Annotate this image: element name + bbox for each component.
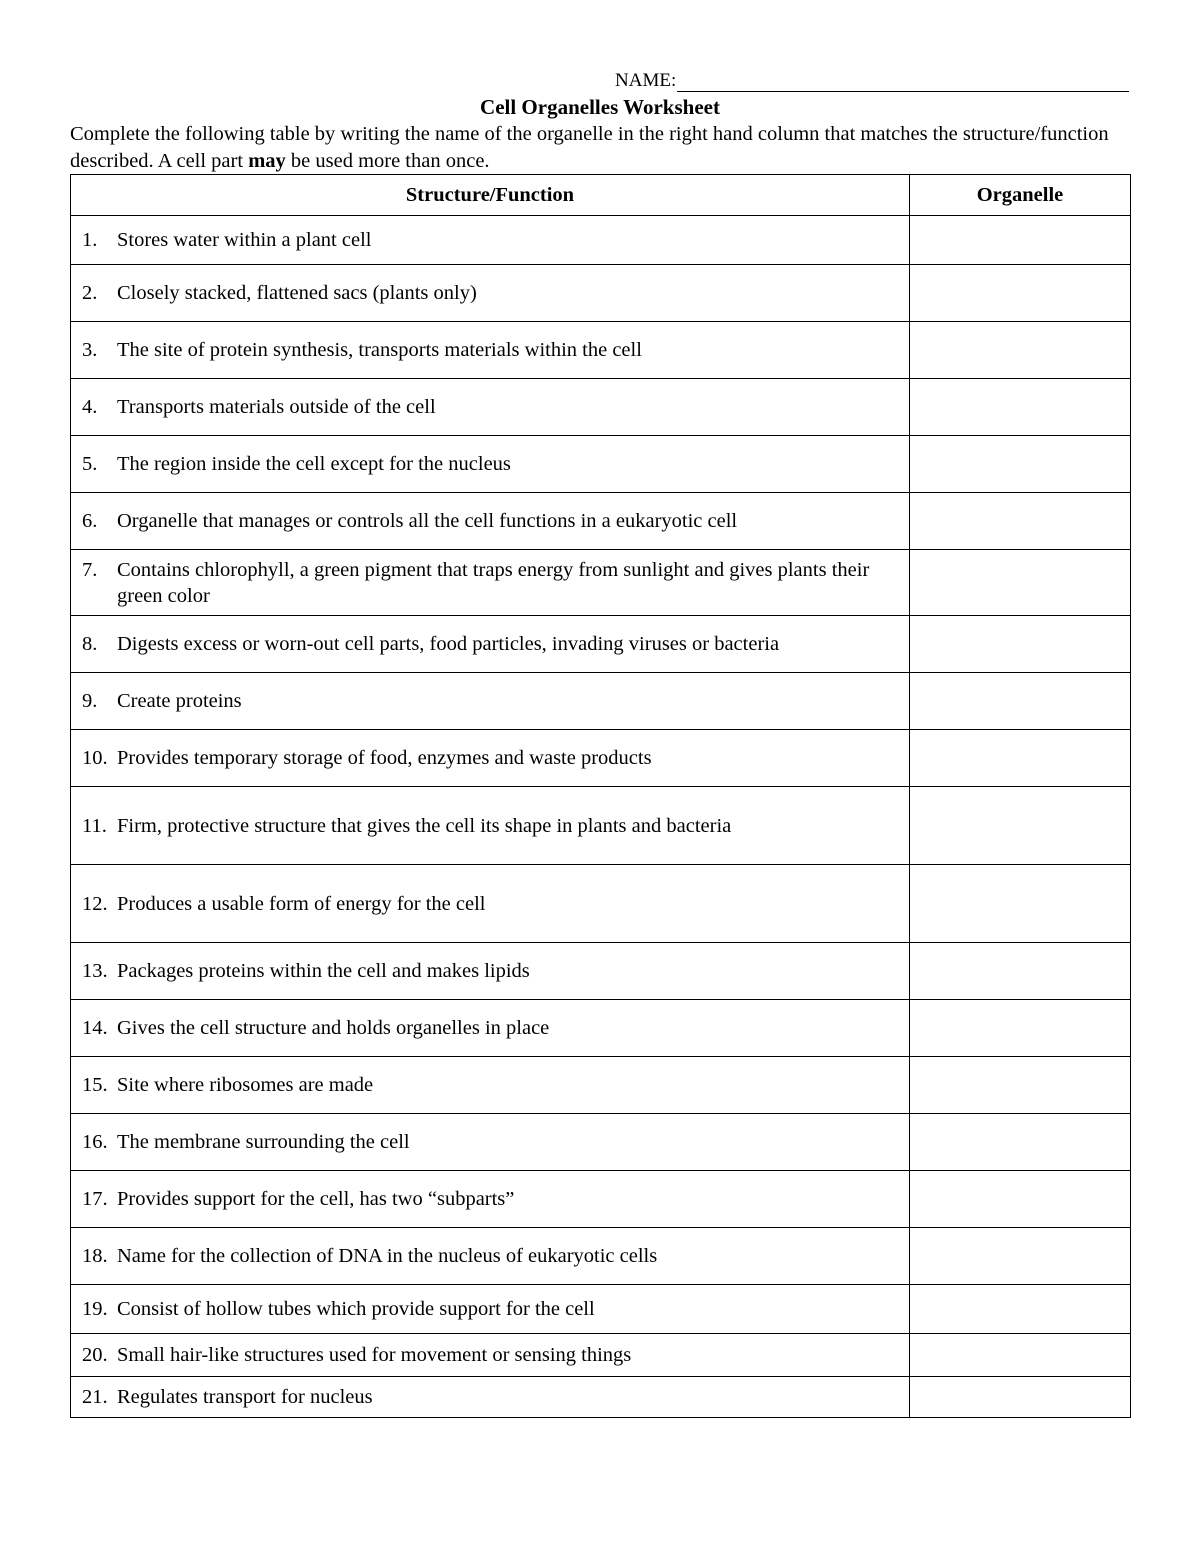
item-number: 16. [82, 1131, 108, 1153]
table-row [71, 1285, 1131, 1334]
list-item [82, 557, 899, 609]
table-row [71, 379, 1131, 436]
organelle-answer-cell[interactable] [910, 1377, 1131, 1418]
organelle-answer-cell[interactable] [910, 1285, 1131, 1334]
organelle-answer-cell[interactable] [910, 265, 1131, 322]
structure-function-cell [71, 1114, 910, 1171]
list-item [82, 280, 899, 306]
item-description: Provides support for the cell, has two “subparts” [117, 1188, 515, 1210]
organelle-answer-cell[interactable] [910, 436, 1131, 493]
table-row [71, 1000, 1131, 1057]
organelle-answer-cell[interactable] [910, 1057, 1131, 1114]
organelle-answer-cell[interactable] [910, 1334, 1131, 1377]
item-number: 1. [82, 229, 98, 251]
item-description: Produces a usable form of energy for the cell [117, 892, 486, 915]
table-row [71, 787, 1131, 865]
structure-function-cell [71, 730, 910, 787]
item-number: 9. [82, 690, 98, 712]
structure-function-cell [71, 265, 910, 322]
instructions-bold-may: may [248, 150, 286, 172]
list-item [82, 1072, 899, 1098]
structure-function-cell [71, 550, 910, 616]
structure-function-cell [71, 1334, 910, 1377]
list-item [82, 813, 899, 839]
item-number: 13. [82, 960, 108, 982]
item-description: Stores water within a plant cell [117, 229, 372, 251]
item-number: 7. [82, 558, 98, 581]
item-description: Digests excess or worn-out cell parts, food particles, invading viruses or bacteria [117, 633, 780, 655]
organelle-answer-cell[interactable] [910, 865, 1131, 943]
worksheet-title: Cell Organelles Worksheet [480, 95, 720, 119]
item-number: 3. [82, 339, 98, 361]
organelle-table [70, 174, 1131, 1418]
table-row [71, 730, 1131, 787]
item-number: 5. [82, 453, 98, 475]
item-description: Transports materials outside of the cell [117, 396, 436, 418]
item-description: The site of protein synthesis, transports materials within the cell [117, 339, 642, 361]
organelle-answer-cell[interactable] [910, 550, 1131, 616]
organelle-answer-cell[interactable] [910, 730, 1131, 787]
list-item [82, 958, 899, 984]
table-row [71, 265, 1131, 322]
list-item [82, 631, 899, 657]
item-description: Firm, protective structure that gives the cell its shape in plants and bacteria [117, 814, 732, 837]
table-row [71, 436, 1131, 493]
item-description: The membrane surrounding the cell [117, 1131, 410, 1153]
table-row [71, 1377, 1131, 1418]
structure-function-cell [71, 1000, 910, 1057]
structure-function-cell [71, 943, 910, 1000]
list-item [82, 337, 899, 363]
table-row [71, 1171, 1131, 1228]
table-row [71, 493, 1131, 550]
column-header-organelle: Organelle [910, 175, 1131, 216]
instructions [70, 121, 1130, 175]
table-row [71, 673, 1131, 730]
item-number: 6. [82, 510, 98, 532]
item-description: The region inside the cell except for the nucleus [117, 453, 511, 475]
item-number: 21. [82, 1386, 108, 1408]
structure-function-cell [71, 616, 910, 673]
list-item [82, 394, 899, 420]
table-row [71, 1334, 1131, 1377]
item-description: Site where ribosomes are made [117, 1074, 374, 1096]
organelle-answer-cell[interactable] [910, 379, 1131, 436]
item-description: Name for the collection of DNA in the nucleus of eukaryotic cells [117, 1245, 658, 1267]
table-header-row [71, 175, 1131, 216]
list-item [82, 1015, 899, 1041]
structure-function-cell [71, 1377, 910, 1418]
item-number: 2. [82, 282, 98, 304]
name-blank[interactable] [677, 70, 1129, 92]
table-row [71, 550, 1131, 616]
organelle-answer-cell[interactable] [910, 1114, 1131, 1171]
organelle-answer-cell[interactable] [910, 1171, 1131, 1228]
item-description: Small hair-like structures used for movement or sensing things [117, 1344, 632, 1366]
table-row [71, 1057, 1131, 1114]
structure-function-cell [71, 673, 910, 730]
organelle-answer-cell[interactable] [910, 787, 1131, 865]
instructions-text-2: be used more than once. [285, 150, 490, 172]
list-item [82, 891, 899, 917]
item-description: Packages proteins within the cell and makes lipids [117, 960, 530, 982]
organelle-answer-cell[interactable] [910, 943, 1131, 1000]
item-description: Create proteins [117, 690, 242, 712]
organelle-answer-cell[interactable] [910, 616, 1131, 673]
item-description: Consist of hollow tubes which provide support for the cell [117, 1298, 595, 1320]
item-number: 14. [82, 1017, 108, 1039]
item-number: 10. [82, 747, 108, 769]
item-description: Contains chlorophyll, a green pigment that traps energy from sunlight and gives plants their green color [117, 558, 870, 607]
item-number: 12. [82, 892, 108, 915]
list-item [82, 688, 899, 714]
organelle-answer-cell[interactable] [910, 1228, 1131, 1285]
list-item [82, 227, 899, 253]
item-description: Organelle that manages or controls all the cell functions in a eukaryotic cell [117, 510, 738, 532]
structure-function-cell [71, 865, 910, 943]
item-number: 17. [82, 1188, 108, 1210]
instructions-text-1: Complete the following table by writing the name of the organelle in the right hand column that matches the structure/function described. A cell part [70, 123, 1109, 172]
list-item [82, 745, 899, 771]
list-item [82, 1243, 899, 1269]
item-number: 11. [82, 814, 107, 837]
list-item [82, 1342, 899, 1368]
organelle-answer-cell[interactable] [910, 1000, 1131, 1057]
table-row [71, 1228, 1131, 1285]
structure-function-cell [71, 1228, 910, 1285]
list-item [82, 508, 899, 534]
structure-function-cell [71, 493, 910, 550]
list-item [82, 1384, 899, 1410]
item-number: 15. [82, 1074, 108, 1096]
column-header-structure-function: Structure/Function [71, 175, 910, 216]
structure-function-cell [71, 787, 910, 865]
item-number: 8. [82, 633, 98, 655]
table-row [71, 616, 1131, 673]
table-row [71, 322, 1131, 379]
item-number: 19. [82, 1298, 108, 1320]
list-item [82, 1186, 899, 1212]
structure-function-cell [71, 379, 910, 436]
list-item [82, 1129, 899, 1155]
item-number: 18. [82, 1245, 108, 1267]
organelle-answer-cell[interactable] [910, 216, 1131, 265]
table-row [71, 865, 1131, 943]
item-description: Regulates transport for nucleus [117, 1386, 373, 1408]
table-row [71, 216, 1131, 265]
structure-function-cell [71, 322, 910, 379]
list-item [82, 451, 899, 477]
item-number: 4. [82, 396, 98, 418]
structure-function-cell [71, 1057, 910, 1114]
structure-function-cell [71, 1171, 910, 1228]
structure-function-cell [71, 216, 910, 265]
item-description: Provides temporary storage of food, enzymes and waste products [117, 747, 652, 769]
structure-function-cell [71, 1285, 910, 1334]
name-field-line [615, 70, 1129, 92]
item-description: Closely stacked, flattened sacs (plants only) [117, 282, 477, 304]
name-label: NAME: [615, 70, 677, 91]
list-item [82, 1296, 899, 1322]
item-number: 20. [82, 1344, 108, 1366]
organelle-answer-cell[interactable] [910, 673, 1131, 730]
organelle-answer-cell[interactable] [910, 493, 1131, 550]
item-description: Gives the cell structure and holds organelles in place [117, 1017, 550, 1039]
structure-function-cell [71, 436, 910, 493]
table-row [71, 1114, 1131, 1171]
organelle-answer-cell[interactable] [910, 322, 1131, 379]
table-row [71, 943, 1131, 1000]
